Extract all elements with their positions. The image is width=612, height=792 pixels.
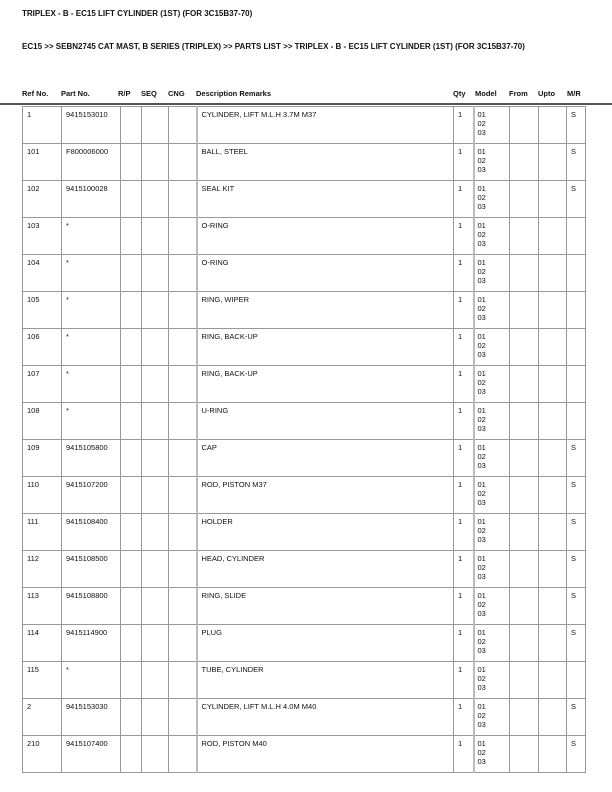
model-code: 02 <box>477 230 486 239</box>
ref-no-cell: 114 <box>23 625 62 662</box>
from-cell <box>510 366 539 403</box>
model-code: 02 <box>477 119 486 128</box>
table-row <box>23 107 586 144</box>
seq-cell <box>142 329 169 366</box>
seq-cell <box>142 699 169 736</box>
mr-cell: S <box>567 144 586 181</box>
model-code: 01 <box>477 554 486 563</box>
model-code: 03 <box>477 165 486 174</box>
description-cell: U-RING <box>197 403 454 440</box>
part-no-cell: * <box>62 329 121 366</box>
model-code: 01 <box>477 517 486 526</box>
description-cell: PLUG <box>197 625 454 662</box>
model-code: 03 <box>477 276 486 285</box>
table-row <box>23 736 586 773</box>
ref-no-cell: 102 <box>23 181 62 218</box>
model-code: 03 <box>477 683 486 692</box>
rp-cell <box>121 181 142 218</box>
header-divider <box>0 103 612 105</box>
seq-cell <box>142 662 169 699</box>
mr-cell <box>567 292 586 329</box>
model-code: 03 <box>477 387 486 396</box>
part-no-cell: * <box>62 218 121 255</box>
from-cell <box>510 329 539 366</box>
model-code: 02 <box>477 748 486 757</box>
seq-cell <box>142 403 169 440</box>
ref-no-cell: 106 <box>23 329 62 366</box>
from-cell <box>510 736 539 773</box>
model-code: 01 <box>477 332 486 341</box>
rp-cell <box>121 662 142 699</box>
ref-no-cell: 1 <box>23 107 62 144</box>
table-row <box>23 329 586 366</box>
upto-cell <box>539 551 567 588</box>
mr-cell: S <box>567 477 586 514</box>
rp-cell <box>121 440 142 477</box>
col-description: Description Remarks <box>196 89 272 98</box>
rp-cell <box>121 292 142 329</box>
model-code: 01 <box>477 665 486 674</box>
from-cell <box>510 699 539 736</box>
upto-cell <box>539 440 567 477</box>
model-code: 01 <box>477 739 486 748</box>
mr-cell: S <box>567 107 586 144</box>
mr-cell: S <box>567 736 586 773</box>
upto-cell <box>539 255 567 292</box>
model-code: 03 <box>477 239 486 248</box>
mr-cell <box>567 218 586 255</box>
qty-cell: 1 <box>454 514 474 551</box>
col-qty: Qty <box>453 89 466 98</box>
model-code: 02 <box>477 674 486 683</box>
mr-cell: S <box>567 440 586 477</box>
description-cell: RING, SLIDE <box>197 588 454 625</box>
model-code: 02 <box>477 563 486 572</box>
cng-cell <box>169 440 197 477</box>
qty-cell: 1 <box>454 181 474 218</box>
part-no-cell: * <box>62 403 121 440</box>
upto-cell <box>539 292 567 329</box>
part-no-cell: F800006000 <box>62 144 121 181</box>
cng-cell <box>169 588 197 625</box>
from-cell <box>510 477 539 514</box>
col-model: Model <box>475 89 497 98</box>
rp-cell <box>121 477 142 514</box>
cng-cell <box>169 144 197 181</box>
breadcrumb: EC15 >> SEBN2745 CAT MAST, B SERIES (TRIPLEX) >> PARTS LIST >> TRIPLEX - B - EC15 LIFT CYLINDER (1ST) (FOR 3C15B37-70) <box>22 42 525 51</box>
rp-cell <box>121 736 142 773</box>
part-no-cell: 9415153030 <box>62 699 121 736</box>
model-code: 01 <box>477 443 486 452</box>
part-no-cell: * <box>62 255 121 292</box>
description-cell: CAP <box>197 440 454 477</box>
table-row <box>23 255 586 292</box>
from-cell <box>510 440 539 477</box>
seq-cell <box>142 144 169 181</box>
model-cell <box>474 514 510 551</box>
upto-cell <box>539 144 567 181</box>
description-cell: BALL, STEEL <box>197 144 454 181</box>
cng-cell <box>169 477 197 514</box>
model-cell <box>474 329 510 366</box>
model-code: 03 <box>477 313 486 322</box>
qty-cell: 1 <box>454 736 474 773</box>
seq-cell <box>142 181 169 218</box>
ref-no-cell: 109 <box>23 440 62 477</box>
table-row <box>23 440 586 477</box>
model-code: 01 <box>477 480 486 489</box>
model-code: 03 <box>477 535 486 544</box>
mr-cell: S <box>567 588 586 625</box>
parts-table <box>22 106 586 773</box>
table-header <box>0 89 612 101</box>
ref-no-cell: 105 <box>23 292 62 329</box>
ref-no-cell: 115 <box>23 662 62 699</box>
part-no-cell: * <box>62 662 121 699</box>
upto-cell <box>539 329 567 366</box>
from-cell <box>510 625 539 662</box>
part-no-cell: 9415105800 <box>62 440 121 477</box>
description-cell: HEAD, CYLINDER <box>197 551 454 588</box>
upto-cell <box>539 107 567 144</box>
table-row <box>23 625 586 662</box>
mr-cell: S <box>567 551 586 588</box>
upto-cell <box>539 366 567 403</box>
cng-cell <box>169 736 197 773</box>
description-cell: RING, BACK-UP <box>197 329 454 366</box>
cng-cell <box>169 181 197 218</box>
qty-cell: 1 <box>454 551 474 588</box>
cng-cell <box>169 403 197 440</box>
col-upto: Upto <box>538 89 556 98</box>
upto-cell <box>539 403 567 440</box>
model-code: 02 <box>477 341 486 350</box>
cng-cell <box>169 551 197 588</box>
model-cell <box>474 255 510 292</box>
table-row <box>23 292 586 329</box>
description-cell: O-RING <box>197 218 454 255</box>
model-cell <box>474 403 510 440</box>
part-no-cell: 9415107200 <box>62 477 121 514</box>
cng-cell <box>169 699 197 736</box>
model-code: 01 <box>477 295 486 304</box>
model-code: 02 <box>477 711 486 720</box>
part-no-cell: 9415107400 <box>62 736 121 773</box>
qty-cell: 1 <box>454 477 474 514</box>
mr-cell <box>567 255 586 292</box>
cng-cell <box>169 366 197 403</box>
ref-no-cell: 108 <box>23 403 62 440</box>
model-code: 02 <box>477 156 486 165</box>
col-seq: SEQ <box>141 89 157 98</box>
seq-cell <box>142 551 169 588</box>
ref-no-cell: 101 <box>23 144 62 181</box>
rp-cell <box>121 551 142 588</box>
model-code: 01 <box>477 369 486 378</box>
model-cell <box>474 181 510 218</box>
table-row <box>23 181 586 218</box>
ref-no-cell: 113 <box>23 588 62 625</box>
model-cell <box>474 588 510 625</box>
ref-no-cell: 103 <box>23 218 62 255</box>
model-code: 02 <box>477 378 486 387</box>
seq-cell <box>142 736 169 773</box>
from-cell <box>510 218 539 255</box>
model-code: 03 <box>477 646 486 655</box>
qty-cell: 1 <box>454 625 474 662</box>
table-row <box>23 514 586 551</box>
model-cell <box>474 736 510 773</box>
upto-cell <box>539 181 567 218</box>
col-part-no: Part No. <box>61 89 90 98</box>
model-cell <box>474 366 510 403</box>
model-code: 02 <box>477 304 486 313</box>
part-no-cell: 9415114900 <box>62 625 121 662</box>
model-code: 02 <box>477 600 486 609</box>
model-code: 01 <box>477 147 486 156</box>
description-cell: CYLINDER, LIFT M.L.H 4.0M M40 <box>197 699 454 736</box>
ref-no-cell: 2 <box>23 699 62 736</box>
qty-cell: 1 <box>454 329 474 366</box>
model-cell <box>474 144 510 181</box>
ref-no-cell: 112 <box>23 551 62 588</box>
rp-cell <box>121 144 142 181</box>
qty-cell: 1 <box>454 403 474 440</box>
model-cell <box>474 625 510 662</box>
description-cell: ROD, PISTON M37 <box>197 477 454 514</box>
model-cell <box>474 477 510 514</box>
model-code: 03 <box>477 128 486 137</box>
col-mr: M/R <box>567 89 581 98</box>
model-code: 03 <box>477 424 486 433</box>
model-code: 02 <box>477 637 486 646</box>
upto-cell <box>539 699 567 736</box>
model-code: 01 <box>477 406 486 415</box>
cng-cell <box>169 625 197 662</box>
rp-cell <box>121 699 142 736</box>
ref-no-cell: 111 <box>23 514 62 551</box>
table-row <box>23 218 586 255</box>
model-cell <box>474 107 510 144</box>
part-no-cell: * <box>62 366 121 403</box>
ref-no-cell: 107 <box>23 366 62 403</box>
model-code: 03 <box>477 498 486 507</box>
rp-cell <box>121 625 142 662</box>
description-cell: RING, BACK-UP <box>197 366 454 403</box>
rp-cell <box>121 218 142 255</box>
model-code: 02 <box>477 489 486 498</box>
model-code: 02 <box>477 452 486 461</box>
seq-cell <box>142 625 169 662</box>
rp-cell <box>121 588 142 625</box>
upto-cell <box>539 218 567 255</box>
from-cell <box>510 292 539 329</box>
table-row <box>23 144 586 181</box>
seq-cell <box>142 255 169 292</box>
model-code: 01 <box>477 591 486 600</box>
qty-cell: 1 <box>454 107 474 144</box>
model-code: 03 <box>477 609 486 618</box>
part-no-cell: 9415153010 <box>62 107 121 144</box>
description-cell: TUBE, CYLINDER <box>197 662 454 699</box>
model-code: 02 <box>477 267 486 276</box>
from-cell <box>510 588 539 625</box>
qty-cell: 1 <box>454 440 474 477</box>
rp-cell <box>121 514 142 551</box>
qty-cell: 1 <box>454 662 474 699</box>
model-code: 01 <box>477 110 486 119</box>
cng-cell <box>169 514 197 551</box>
mr-cell: S <box>567 625 586 662</box>
rp-cell <box>121 329 142 366</box>
rp-cell <box>121 255 142 292</box>
col-cng: CNG <box>168 89 185 98</box>
ref-no-cell: 110 <box>23 477 62 514</box>
col-rp: R/P <box>118 89 131 98</box>
seq-cell <box>142 588 169 625</box>
cng-cell <box>169 662 197 699</box>
seq-cell <box>142 292 169 329</box>
seq-cell <box>142 514 169 551</box>
model-code: 03 <box>477 461 486 470</box>
model-code: 01 <box>477 184 486 193</box>
mr-cell <box>567 329 586 366</box>
part-no-cell: * <box>62 292 121 329</box>
seq-cell <box>142 107 169 144</box>
description-cell: ROD, PISTON M40 <box>197 736 454 773</box>
table-row <box>23 366 586 403</box>
from-cell <box>510 403 539 440</box>
rp-cell <box>121 403 142 440</box>
model-code: 01 <box>477 628 486 637</box>
seq-cell <box>142 440 169 477</box>
upto-cell <box>539 514 567 551</box>
qty-cell: 1 <box>454 218 474 255</box>
model-code: 03 <box>477 757 486 766</box>
qty-cell: 1 <box>454 292 474 329</box>
description-cell: SEAL KIT <box>197 181 454 218</box>
upto-cell <box>539 588 567 625</box>
part-no-cell: 9415100028 <box>62 181 121 218</box>
model-code: 01 <box>477 702 486 711</box>
model-cell <box>474 292 510 329</box>
model-code: 02 <box>477 193 486 202</box>
cng-cell <box>169 255 197 292</box>
mr-cell <box>567 662 586 699</box>
col-from: From <box>509 89 528 98</box>
from-cell <box>510 144 539 181</box>
qty-cell: 1 <box>454 699 474 736</box>
model-code: 03 <box>477 202 486 211</box>
table-row <box>23 477 586 514</box>
seq-cell <box>142 366 169 403</box>
seq-cell <box>142 218 169 255</box>
from-cell <box>510 662 539 699</box>
col-ref-no: Ref No. <box>22 89 49 98</box>
qty-cell: 1 <box>454 366 474 403</box>
from-cell <box>510 551 539 588</box>
qty-cell: 1 <box>454 255 474 292</box>
cng-cell <box>169 329 197 366</box>
page-title: TRIPLEX - B - EC15 LIFT CYLINDER (1ST) (FOR 3C15B37-70) <box>22 9 253 18</box>
cng-cell <box>169 107 197 144</box>
model-cell <box>474 551 510 588</box>
model-code: 02 <box>477 526 486 535</box>
upto-cell <box>539 736 567 773</box>
model-cell <box>474 440 510 477</box>
table-row <box>23 662 586 699</box>
ref-no-cell: 210 <box>23 736 62 773</box>
part-no-cell: 9415108800 <box>62 588 121 625</box>
model-code: 03 <box>477 572 486 581</box>
description-cell: HOLDER <box>197 514 454 551</box>
part-no-cell: 9415108500 <box>62 551 121 588</box>
upto-cell <box>539 625 567 662</box>
table-row <box>23 588 586 625</box>
mr-cell: S <box>567 699 586 736</box>
table-row <box>23 403 586 440</box>
from-cell <box>510 107 539 144</box>
from-cell <box>510 181 539 218</box>
model-cell <box>474 662 510 699</box>
model-code: 01 <box>477 258 486 267</box>
qty-cell: 1 <box>454 588 474 625</box>
mr-cell <box>567 366 586 403</box>
model-code: 01 <box>477 221 486 230</box>
description-cell: CYLINDER, LIFT M.L.H 3.7M M37 <box>197 107 454 144</box>
cng-cell <box>169 292 197 329</box>
description-cell: O-RING <box>197 255 454 292</box>
model-cell <box>474 699 510 736</box>
part-no-cell: 9415108400 <box>62 514 121 551</box>
model-code: 03 <box>477 720 486 729</box>
rp-cell <box>121 366 142 403</box>
from-cell <box>510 514 539 551</box>
from-cell <box>510 255 539 292</box>
cng-cell <box>169 218 197 255</box>
upto-cell <box>539 477 567 514</box>
mr-cell <box>567 403 586 440</box>
qty-cell: 1 <box>454 144 474 181</box>
model-code: 02 <box>477 415 486 424</box>
description-cell: RING, WIPER <box>197 292 454 329</box>
model-cell <box>474 218 510 255</box>
model-code: 03 <box>477 350 486 359</box>
upto-cell <box>539 662 567 699</box>
ref-no-cell: 104 <box>23 255 62 292</box>
rp-cell <box>121 107 142 144</box>
table-row <box>23 551 586 588</box>
mr-cell: S <box>567 181 586 218</box>
seq-cell <box>142 477 169 514</box>
table-row <box>23 699 586 736</box>
mr-cell: S <box>567 514 586 551</box>
